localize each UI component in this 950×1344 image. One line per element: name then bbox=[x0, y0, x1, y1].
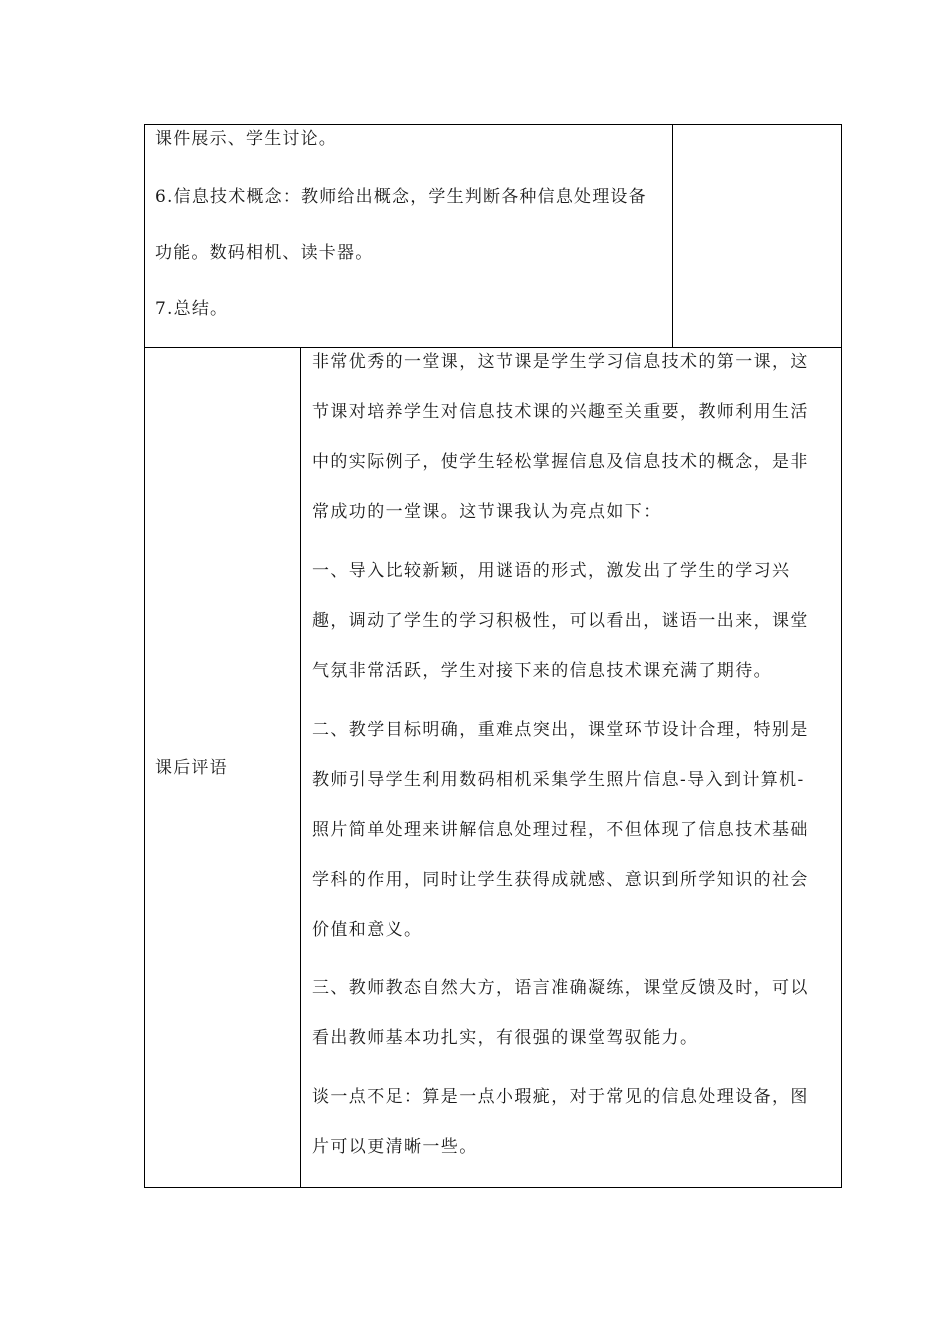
evaluation-line: 片可以更清晰一些。 bbox=[312, 1137, 478, 1157]
evaluation-line: 价值和意义。 bbox=[312, 920, 423, 940]
evaluation-line: 照片简单处理来讲解信息处理过程，不但体现了信息技术基础 bbox=[312, 820, 809, 840]
evaluation-label-cell bbox=[145, 348, 301, 1187]
process-line: 7.总结。 bbox=[155, 299, 229, 319]
evaluation-line: 气氛非常活跃，学生对接下来的信息技术课充满了期待。 bbox=[312, 661, 772, 681]
evaluation-line: 一、导入比较新颖，用谜语的形式，激发出了学生的学习兴 bbox=[312, 561, 791, 581]
lesson-process-table bbox=[144, 124, 842, 348]
empty-notes-cell bbox=[673, 125, 841, 347]
lesson-process-cell bbox=[145, 125, 673, 347]
evaluation-line: 学科的作用，同时让学生获得成就感、意识到所学知识的社会 bbox=[312, 870, 809, 890]
evaluation-line: 趣，调动了学生的学习积极性，可以看出，谜语一出来，课堂 bbox=[312, 611, 809, 631]
evaluation-label: 课后评语 bbox=[155, 758, 228, 778]
evaluation-line: 谈一点不足：算是一点小瑕疵，对于常见的信息处理设备，图 bbox=[312, 1087, 809, 1107]
process-line: 功能。数码相机、读卡器。 bbox=[155, 243, 374, 263]
evaluation-line: 三、教师教态自然大方，语言准确凝练，课堂反馈及时，可以 bbox=[312, 978, 809, 998]
evaluation-table bbox=[144, 347, 842, 1188]
evaluation-line: 中的实际例子，使学生轻松掌握信息及信息技术的概念，是非 bbox=[312, 452, 809, 472]
evaluation-line: 看出教师基本功扎实，有很强的课堂驾驭能力。 bbox=[312, 1028, 699, 1048]
evaluation-content-cell bbox=[301, 348, 841, 1187]
process-line: 课件展示、学生讨论。 bbox=[155, 129, 337, 149]
process-line: 6.信息技术概念：教师给出概念，学生判断各种信息处理设备 bbox=[155, 187, 647, 207]
evaluation-line: 常成功的一堂课。这节课我认为亮点如下： bbox=[312, 502, 662, 522]
evaluation-line: 教师引导学生利用数码相机采集学生照片信息-导入到计算机- bbox=[312, 770, 805, 790]
evaluation-line: 节课对培养学生对信息技术课的兴趣至关重要，教师利用生活 bbox=[312, 402, 809, 422]
evaluation-line: 非常优秀的一堂课，这节课是学生学习信息技术的第一课，这 bbox=[312, 352, 809, 372]
evaluation-line: 二、教学目标明确，重难点突出，课堂环节设计合理，特别是 bbox=[312, 720, 809, 740]
